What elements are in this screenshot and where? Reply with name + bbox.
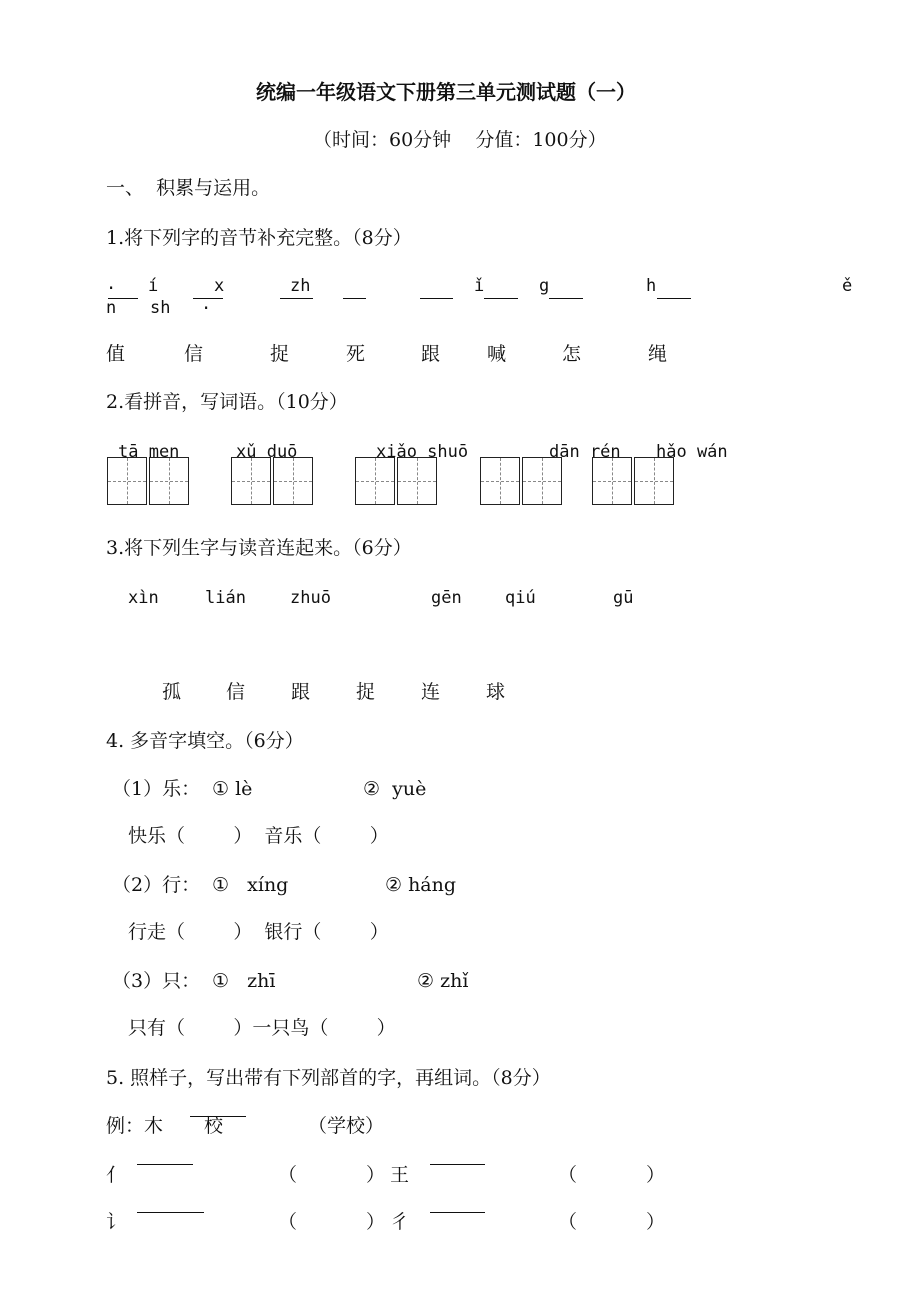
q4-reading-1: ① lè (212, 778, 253, 800)
q4-prompt: 4. 多音字填空。（6分） (106, 730, 304, 752)
q5-example-char: 校 (204, 1115, 224, 1137)
q5-char-blank[interactable] (137, 1212, 204, 1213)
q4-item-label: （1）乐： (112, 778, 201, 800)
q1-char: 值 (106, 343, 126, 365)
q2-writing-grid[interactable] (522, 457, 562, 505)
q2-pinyin: tā men (118, 442, 180, 462)
q1-blank[interactable] (280, 298, 313, 299)
q4-reading-2: ② zhǐ (417, 970, 469, 992)
q1-blank[interactable] (549, 298, 583, 299)
q1-pinyin-fragment: í (148, 276, 159, 296)
q5-char-blank[interactable] (430, 1164, 485, 1165)
q5-radical: 亻 (106, 1164, 126, 1186)
q1-char: 信 (184, 343, 204, 365)
q5-paren-open: （ (278, 1211, 298, 1233)
q3-pinyin: lián (205, 588, 246, 608)
q2-writing-grid[interactable] (355, 457, 395, 505)
q5-paren-close: ） (366, 1164, 386, 1186)
q3-pinyin: gēn (431, 588, 462, 608)
q5-radical: 讠 (106, 1211, 126, 1233)
q4-reading-1: ① zhī (212, 970, 276, 992)
page-title: 统编一年级语文下册第三单元测试题（一） (256, 80, 636, 104)
q3-char: 跟 (291, 681, 311, 703)
q4-item-label: （3）只： (112, 970, 201, 992)
q4-reading-1: ① xíng (212, 874, 289, 896)
q1-dot-mark: . (106, 274, 117, 294)
q3-prompt: 3.将下列生字与读音连起来。（6分） (106, 537, 412, 559)
q5-paren-close: ） (646, 1164, 666, 1186)
q2-pinyin: dān rén (549, 442, 621, 462)
section-heading: 一、 积累与运用。 (106, 177, 271, 199)
q3-char: 孤 (162, 681, 182, 703)
q1-pinyin-fragment: h (646, 276, 657, 296)
q2-prompt: 2.看拼音，写词语。（10分） (106, 391, 348, 413)
q1-pinyin-lower: n (106, 298, 117, 318)
q3-char: 球 (486, 681, 506, 703)
q1-blank[interactable] (343, 298, 366, 299)
q1-pinyin-fragment: g (539, 276, 550, 296)
q1-pinyin-fragment: x (214, 276, 225, 296)
q5-char-blank[interactable] (137, 1164, 193, 1165)
q1-blank[interactable] (420, 298, 453, 299)
q1-pinyin-fragment: ě (842, 276, 853, 296)
q3-char: 连 (421, 681, 441, 703)
q4-word-blanks[interactable]: 只有（ ）一只鸟（ ） (128, 1017, 396, 1039)
q3-pinyin: gū (613, 588, 634, 608)
q3-char: 捉 (356, 681, 376, 703)
q1-char: 捉 (270, 343, 290, 365)
q5-paren-close: ） (366, 1211, 386, 1233)
q5-radical: 彳 (390, 1211, 410, 1233)
q4-word-blanks[interactable]: 快乐（ ） 音乐（ ） (128, 825, 389, 847)
q1-prompt: 1.将下列字的音节补充完整。（8分） (106, 227, 412, 249)
q5-radical: 王 (390, 1164, 410, 1186)
q4-item-label: （2）行： (112, 874, 201, 896)
q1-blank[interactable] (484, 298, 518, 299)
q1-dot-mark: . (201, 294, 212, 314)
q2-writing-grid[interactable] (480, 457, 520, 505)
q1-pinyin-fragment: ǐ (474, 276, 485, 296)
q2-pinyin: xiǎo shuō (376, 442, 469, 462)
q1-char: 跟 (421, 343, 441, 365)
q2-writing-grid[interactable] (231, 457, 271, 505)
q5-paren-open: （ (558, 1211, 578, 1233)
q1-blank[interactable] (657, 298, 691, 299)
page-subtitle: （时间：60分钟 分值：100分） (313, 129, 607, 151)
q2-writing-grid[interactable] (397, 457, 437, 505)
q2-pinyin: xǔ duō (236, 442, 298, 462)
q3-char: 信 (226, 681, 246, 703)
q5-char-blank[interactable] (430, 1212, 485, 1213)
q5-paren-close: ） (646, 1211, 666, 1233)
q2-writing-grid[interactable] (273, 457, 313, 505)
q2-writing-grid[interactable] (592, 457, 632, 505)
q4-word-blanks[interactable]: 行走（ ） 银行（ ） (128, 921, 389, 943)
q4-reading-2: ② háng (385, 874, 457, 896)
q3-pinyin: xìn (128, 588, 159, 608)
q3-pinyin: zhuō (290, 588, 331, 608)
q2-writing-grid[interactable] (107, 457, 147, 505)
q5-example-word: （学校） (308, 1115, 385, 1137)
q5-prompt: 5. 照样子，写出带有下列部首的字，再组词。（8分） (106, 1067, 551, 1089)
q5-paren-open: （ (278, 1164, 298, 1186)
q2-writing-grid[interactable] (634, 457, 674, 505)
q1-char: 怎 (562, 343, 582, 365)
q1-char: 死 (346, 343, 366, 365)
q3-pinyin: qiú (505, 588, 536, 608)
q1-pinyin-lower: sh (150, 298, 171, 318)
q5-paren-open: （ (558, 1164, 578, 1186)
q1-char: 绳 (648, 343, 668, 365)
q5-example-label: 例：木 (106, 1115, 164, 1137)
q4-reading-2: ② yuè (363, 778, 427, 800)
q1-char: 喊 (487, 343, 507, 365)
q2-writing-grid[interactable] (149, 457, 189, 505)
q1-pinyin-fragment: zh (290, 276, 311, 296)
q2-pinyin: hǎo wán (656, 442, 728, 462)
